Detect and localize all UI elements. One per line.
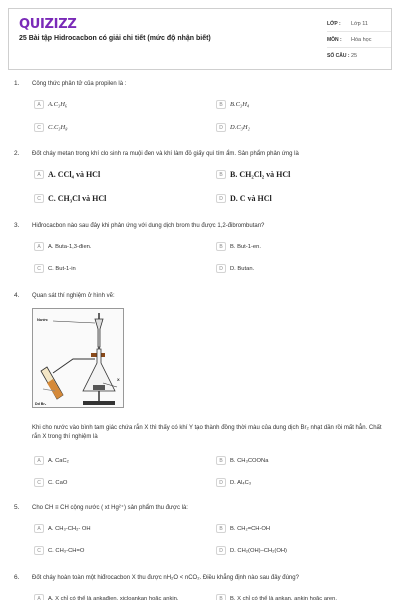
meta-key: SỐ CÂU : <box>327 53 350 59</box>
question-number: 3. <box>14 222 20 229</box>
option-text: C. CaO <box>48 479 68 486</box>
option-letter: C <box>34 478 44 487</box>
meta-value: 25 <box>351 53 358 59</box>
question-text: Quan sát thí nghiệm ở hình vẽ: <box>32 293 115 299</box>
option-text: A. CH₃-CH₂- OH <box>48 525 91 532</box>
option-letter: C <box>34 194 44 203</box>
option-letter: B <box>216 170 226 179</box>
q2-option-b[interactable] <box>216 167 386 182</box>
option-letter: D <box>216 264 226 273</box>
q1-option-c[interactable] <box>34 122 204 133</box>
option-text: D. Al₄C₃ <box>230 479 252 486</box>
label-x: X <box>117 377 120 382</box>
option-text: B.C₃H₄ <box>230 101 250 108</box>
q6-option-b[interactable] <box>216 593 386 600</box>
option-letter: A <box>34 524 44 533</box>
question-text: Đốt cháy metan trong khí clo sinh ra muội đen và khí làm đỏ giấy quì tím ẩm. Sản phẩm phản ứng là <box>32 151 299 157</box>
q6-option-a[interactable] <box>34 593 204 600</box>
option-text: C. CH₃-CH=O <box>48 547 85 554</box>
option-letter: B <box>216 100 226 109</box>
option-letter: A <box>34 456 44 465</box>
experiment-figure <box>32 308 124 408</box>
question-text: Cho CH ≡ CH cộng nước ( xt Hg²⁺) sản phẩm thu được là: <box>32 505 188 511</box>
question-number: 4. <box>14 292 20 299</box>
option-text: A.C₃H₆ <box>48 101 68 108</box>
question-text: Đốt cháy hoàn toàn một hiđrocacbon X thu được nH₂O < nCO₂. Điều khẳng định nào sau đây đúng? <box>32 575 299 581</box>
option-text: A. Buta-1,3-đien. <box>48 243 92 250</box>
quizizz-logo: QUIZIZZ <box>19 17 77 32</box>
option-text: C.C₃H₈ <box>48 124 68 131</box>
option-letter: D <box>216 123 226 132</box>
option-text: D. Butan. <box>230 265 255 272</box>
option-letter: B <box>216 456 226 465</box>
q4-option-c[interactable] <box>34 477 204 488</box>
option-letter: D <box>216 478 226 487</box>
option-text: B. CH₂=CH-OH <box>230 525 271 532</box>
question-number: 2. <box>14 150 20 157</box>
question-text-2: Khi cho nước vào bình tam giác chứa rắn X thì thấy có khí Y tạo thành đồng thời màu của dung dịch Br₂ nhạt dần rồi mất hẳn. Chất rắn X trong thí nghiệm là <box>32 425 382 440</box>
option-text: D. C và HCl <box>230 194 272 203</box>
meta-row-subject <box>327 32 391 48</box>
q3-option-d[interactable] <box>216 263 386 274</box>
option-letter: B <box>216 242 226 251</box>
meta-row-count <box>327 48 391 64</box>
option-text: D.C₃H₂ <box>230 124 250 131</box>
q5-option-d[interactable] <box>216 545 386 556</box>
q1-option-b[interactable] <box>216 99 386 110</box>
label-br: Dd Br₂ <box>35 402 47 406</box>
meta-key: MÔN : <box>327 36 342 43</box>
option-text: B. CH₂Cl₂ và HCl <box>230 170 291 179</box>
q2-option-a[interactable] <box>34 167 204 182</box>
option-letter: A <box>34 170 44 179</box>
worksheet-header <box>8 8 392 70</box>
q1-option-a[interactable] <box>34 99 204 110</box>
option-text: B. But-1-en. <box>230 243 261 250</box>
option-text: C. CH₃Cl và HCl <box>48 194 107 203</box>
apparatus-drawing <box>33 309 125 409</box>
q4-option-b[interactable] <box>216 455 386 466</box>
option-text: A. CCl₄ và HCl <box>48 170 101 179</box>
option-text: A. CaC₂ <box>48 457 69 464</box>
option-letter: D <box>216 546 226 555</box>
option-letter: A <box>34 594 44 600</box>
q3-option-a[interactable] <box>34 241 204 252</box>
q5-option-b[interactable] <box>216 523 386 534</box>
option-text: B. X chỉ có thể là ankan, ankin hoặc aren. <box>230 595 337 600</box>
question-text: Hiđrocacbon nào sau đây khi phản ứng với dung dịch brom thu được 1,2-đibrombutan? <box>32 223 265 229</box>
option-letter: C <box>34 546 44 555</box>
q5-option-a[interactable] <box>34 523 204 534</box>
meta-value: Lớp 11 <box>351 20 368 27</box>
q3-option-b[interactable] <box>216 241 386 252</box>
option-letter: D <box>216 194 226 203</box>
question-number: 6. <box>14 574 20 581</box>
option-text: B. CH₃COONa <box>230 457 269 464</box>
option-text: D. CH₂(OH)–CH₂(OH) <box>230 547 287 554</box>
question-text: Công thức phân tử của propilen là : <box>32 81 127 87</box>
q2-option-d[interactable] <box>216 191 386 206</box>
option-letter: C <box>34 264 44 273</box>
label-water: Nước <box>37 317 48 322</box>
meta-table <box>327 16 391 64</box>
meta-row-class <box>327 16 391 32</box>
question-number: 5. <box>14 504 20 511</box>
q2-option-c[interactable] <box>34 191 204 206</box>
option-letter: A <box>34 100 44 109</box>
question-number: 1. <box>14 80 20 87</box>
q3-option-c[interactable] <box>34 263 204 274</box>
option-letter: A <box>34 242 44 251</box>
meta-value: Hóa học <box>351 36 372 43</box>
worksheet-title: 25 Bài tập Hidrocacbon có giải chi tiết (mức độ nhận biết) <box>19 35 211 42</box>
option-letter: B <box>216 594 226 600</box>
option-letter: C <box>34 123 44 132</box>
option-letter: B <box>216 524 226 533</box>
option-text: A. X chỉ có thể là ankađien, xicloankan hoặc ankin. <box>48 595 179 600</box>
q5-option-c[interactable] <box>34 545 204 556</box>
q4-option-d[interactable] <box>216 477 386 488</box>
option-text: C. But-1-in <box>48 265 76 272</box>
q1-option-d[interactable] <box>216 122 386 133</box>
meta-key: LỚP : <box>327 20 341 27</box>
q4-option-a[interactable] <box>34 455 204 466</box>
